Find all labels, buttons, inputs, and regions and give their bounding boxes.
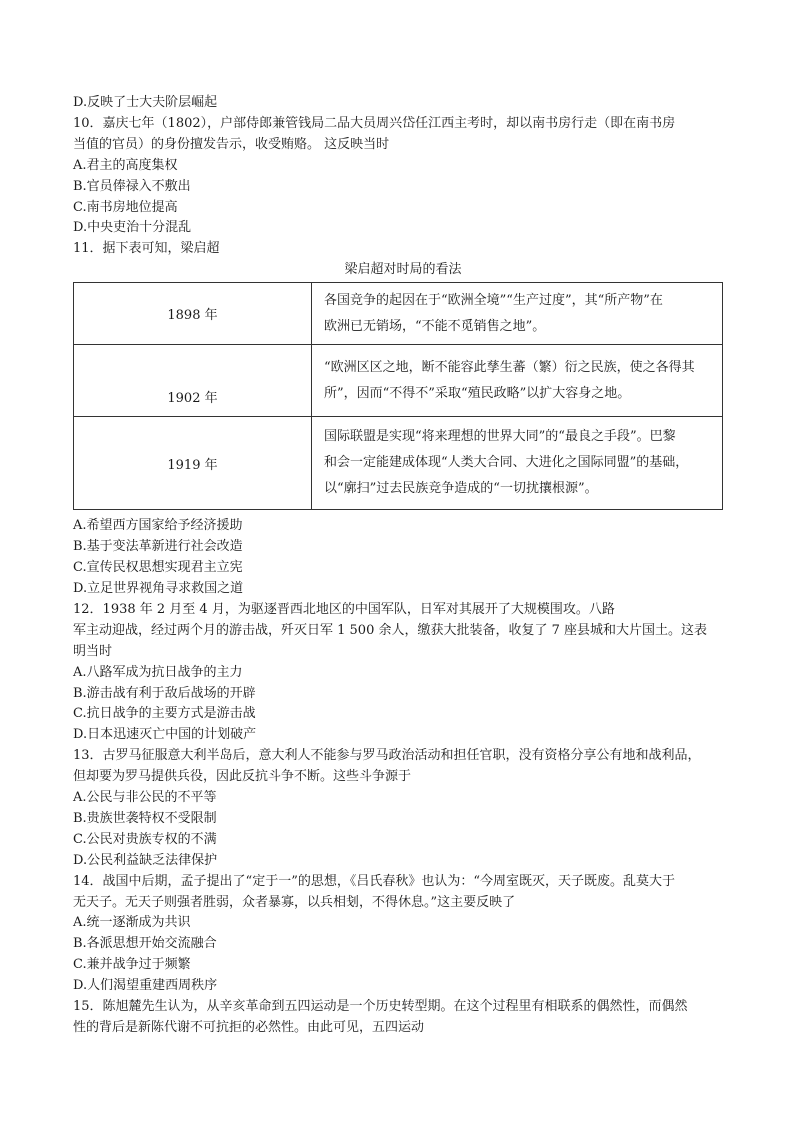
question-11 [73, 239, 733, 600]
q12-stem-line-1: 12．1938 年 2 月至 4 月，为驱逐晋西北地区的中国军队，日军对其展开了大规模围攻。八路 [73, 601, 615, 617]
q13-stem-line-1: 13．古罗马征服意大利半岛后，意大利人不能参与罗马政治活动和担任官职，没有资格分享公有地和战利品， [73, 748, 701, 764]
description-line: 欧洲已无销场，“不能不觅销售之地”。 [324, 318, 546, 334]
q15-stem-line-1: 15．陈旭麓先生认为，从辛亥革命到五四运动是一个历史转型期。在这个过程里有相联系的偶然性，而偶然 [73, 999, 688, 1015]
year-label: 1902 年 [167, 391, 218, 407]
q14-stem-line-1: 14．战国中后期，孟子提出了“定于一”的思想，《吕氏春秋》也认为：“今周室既灭，天子既废。乱莫大于 [73, 873, 675, 889]
description-line: 以“廓扫”过去民族竞争造成的“一切扰攘根源”。 [324, 481, 598, 497]
description-line: 国际联盟是实现“将来理想的世界大同”的“最良之手段”。巴黎 [324, 429, 676, 445]
q10-option-b: B.官员俸禄入不敷出 [73, 178, 191, 194]
table-row [74, 345, 723, 417]
q13-option-d: D.公民利益缺乏法律保护 [73, 852, 218, 868]
table-cell-year: 1898 年 [74, 283, 312, 345]
q13-option-a: A.公民与非公民的不平等 [73, 790, 217, 806]
q10-option-c: C.南书房地位提高 [73, 199, 178, 215]
q12-option-a: A.八路军成为抗日战争的主力 [73, 664, 243, 680]
q11-stem: 11．据下表可知，梁启超 [73, 241, 220, 257]
table-cell-description [312, 417, 723, 510]
q11-option-d: D.立足世界视角寻求救国之道 [73, 580, 244, 596]
q9-option-d: D.反映了士大夫阶层崛起 [73, 95, 218, 110]
description-line: 各国竞争的起因在于“欧洲全境”“生产过度”，其“所产物”在 [324, 292, 663, 308]
table-caption: 梁启超对时局的看法 [344, 262, 462, 278]
q12-option-d: D.日本迅速灭亡中国的计划破产 [73, 727, 257, 743]
q12-stem-line-3: 明当时 [73, 643, 113, 659]
description-line: “欧洲区区之地，断不能容此孳生蕃（繁）衍之民族，使之各得其 [324, 359, 695, 375]
table-cell-description [312, 345, 723, 417]
table-cell-description [312, 283, 723, 345]
q14-option-c: C.兼并战争过于频繁 [73, 957, 191, 973]
description-line: 所”，因而“不得不”采取“殖民政略”以扩大容身之地。 [324, 385, 631, 401]
liang-qichao-table [73, 282, 723, 510]
q14-option-b: B.各派思想开始交流融合 [73, 936, 217, 952]
q10-option-d: D.中央吏治十分混乱 [73, 220, 192, 236]
exam-page [73, 93, 733, 1039]
question-12 [73, 600, 733, 746]
table-cell-year: 1919 年 [74, 417, 312, 510]
q15-stem-line-2: 性的背后是新陈代谢不可抗拒的必然性。由此可见，五四运动 [73, 1020, 425, 1035]
question-14 [73, 872, 733, 997]
description-line: 和会一定能建成体现“人类大合同、大进化之国际同盟”的基础， [324, 455, 689, 471]
q11-option-b: B.基于变法革新进行社会改造 [73, 539, 243, 555]
q12-option-b: B.游击战有利于敌后战场的开辟 [73, 685, 256, 701]
q13-option-c: C.公民对贵族专权的不满 [73, 831, 217, 847]
table-row [74, 283, 723, 345]
table-cell-year [74, 345, 312, 417]
table-row [74, 417, 723, 510]
q14-option-a: A.统一逐渐成为共识 [73, 915, 191, 931]
question-15 [73, 997, 733, 1039]
q11-option-a: A.希望西方国家给予经济援助 [73, 518, 243, 534]
q10-option-a: A.君主的高度集权 [73, 157, 178, 173]
q12-option-c: C.抗日战争的主要方式是游击战 [73, 706, 256, 722]
q13-stem-line-2: 但却要为罗马提供兵役，因此反抗斗争不断。这些斗争源于 [73, 769, 412, 785]
q10-stem-line-1: 10．嘉庆七年（1802），户部侍郎兼管钱局二品大员周兴岱任江西主考时，却以南书房行走（即在南书房 [73, 115, 676, 131]
q11-option-c: C.宣传民权思想实现君主立宪 [73, 560, 243, 576]
question-10 [73, 114, 733, 239]
q12-stem-line-2: 军主动迎战，经过两个月的游击战，歼灭日军 1 500 余人，缴获大批装备，收复了 7 座县城和大片国土。这表 [73, 622, 708, 638]
question-13 [73, 746, 733, 871]
q14-option-d: D.人们渴望重建西周秩序 [73, 978, 218, 994]
q13-option-b: B.贵族世袭特权不受限制 [73, 810, 217, 826]
q14-stem-line-2: 无天子。无天子则强者胜弱，众者暴寡，以兵相刬，不得休息。”这主要反映了 [73, 894, 516, 910]
q10-stem-line-2: 当值的官员）的身份擅发告示，收受贿赂。 这反映当时 [73, 136, 390, 152]
